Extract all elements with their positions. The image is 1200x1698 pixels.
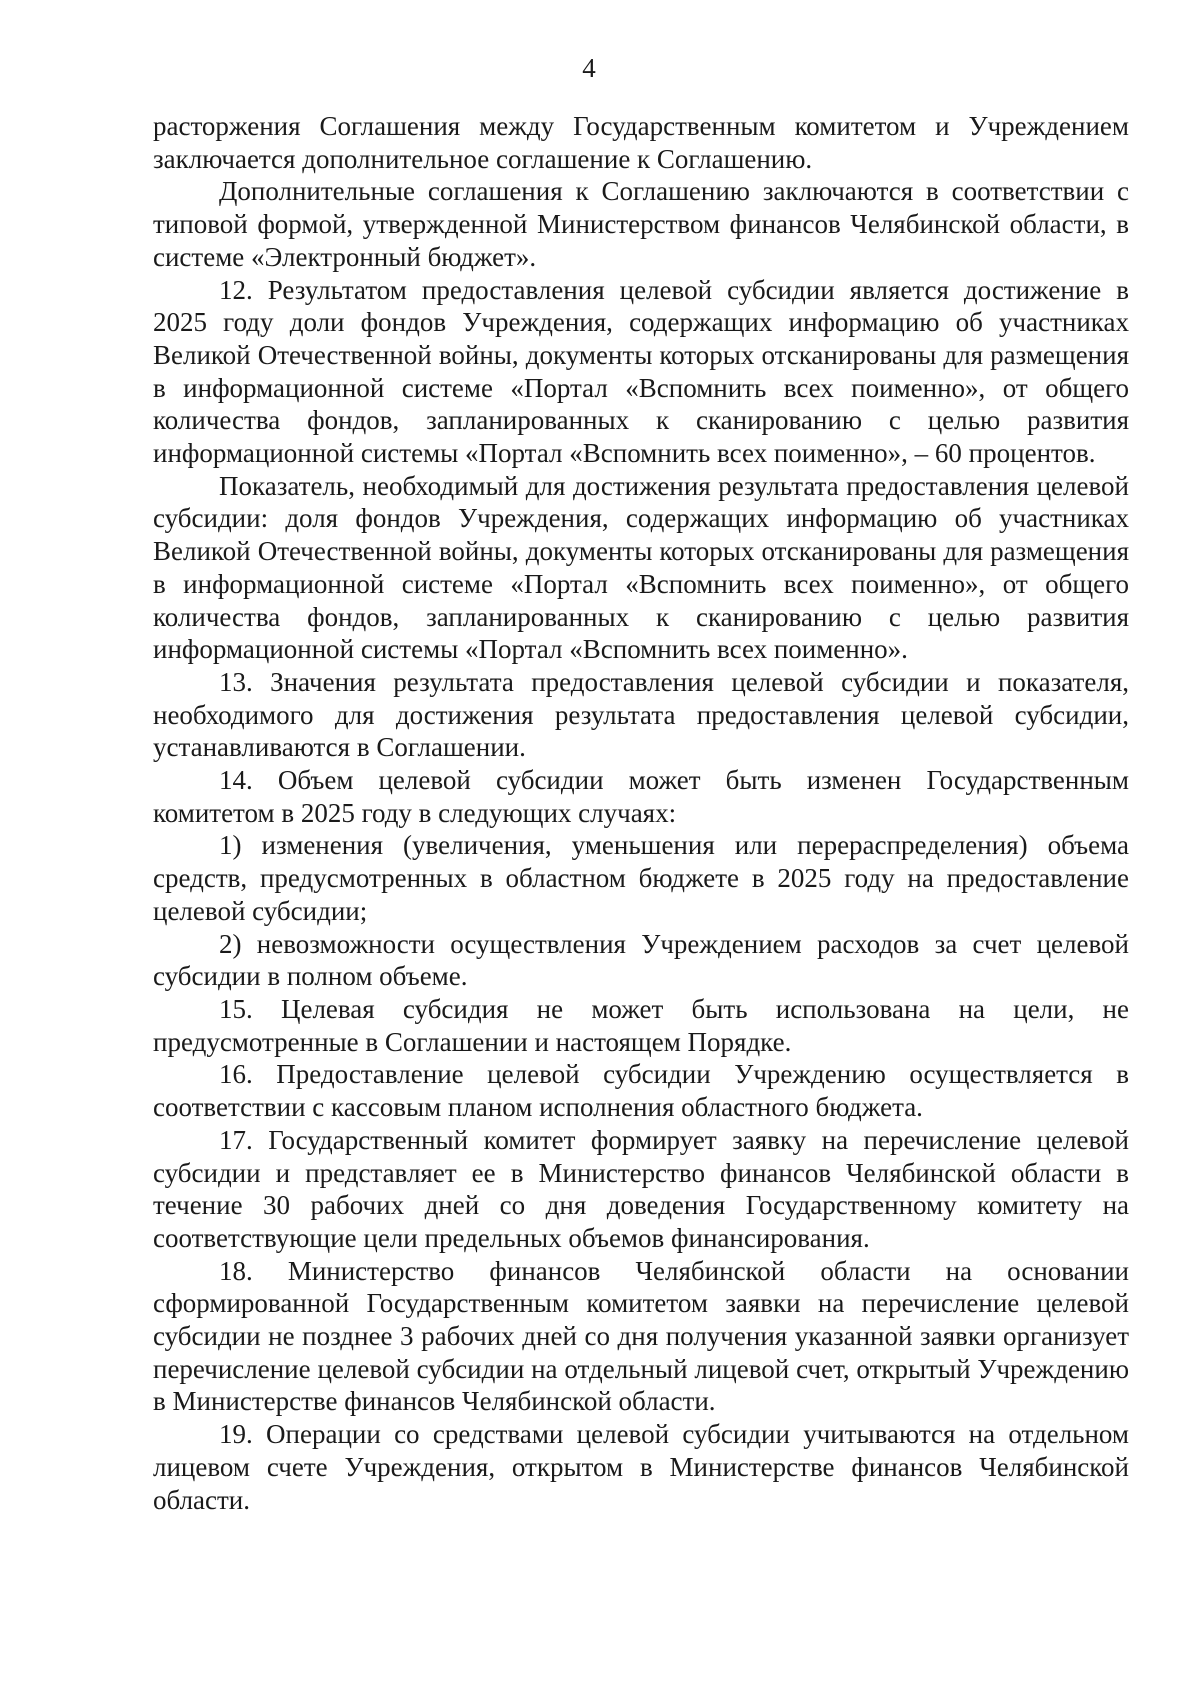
paragraph-16: 16. Предоставление целевой субсидии Учреждению осуществляется в соответствии с кассовым планом исполнения областного бюджета. bbox=[153, 1059, 1129, 1123]
paragraph-15: 15. Целевая субсидия не может быть использована на цели, не предусмотренные в Соглашении и настоящем Порядке. bbox=[153, 993, 1129, 1057]
paragraph-additional-agreements: Дополнительные соглашения к Соглашению заключаются в соответствии с типовой формой, утвержденной Министерством финансов Челябинской области, в системе «Электронный бюджет». bbox=[153, 176, 1129, 272]
paragraph-indicator: Показатель, необходимый для достижения результата предоставления целевой субсидии: доля фондов Учреждения, содержащих информацию об участниках Великой Отечественной войны, документы которых отсканированы для размещения в информационной системе «Портал «Вспомнить всех поименно», от общего количества фондов, запланированных к сканированию с целью развития информационной системы «Портал «Вспомнить всех поименно». bbox=[153, 470, 1129, 665]
paragraph-14: 14. Объем целевой субсидии может быть изменен Государственным комитетом в 2025 году в следующих случаях: bbox=[153, 765, 1129, 828]
paragraph-13: 13. Значения результата предоставления целевой субсидии и показателя, необходимого для достижения результата предоставления целевой субсидии, устанавливаются в Соглашении. bbox=[153, 666, 1129, 763]
paragraph-14-item-2: 2) невозможности осуществления Учреждением расходов за счет целевой субсидии в полном объеме. bbox=[153, 928, 1129, 992]
page-number: 4 bbox=[582, 53, 596, 83]
paragraph-continuation: расторжения Соглашения между Государственным комитетом и Учреждением заключается дополнительное соглашение к Соглашению. bbox=[153, 111, 1129, 174]
paragraph-12: 12. Результатом предоставления целевой субсидии является достижение в 2025 году доли фондов Учреждения, содержащих информацию об участниках Великой Отечественной войны, документы которых отсканированы для размещения в информационной системе «Портал «Вспомнить всех поименно», от общего количества фондов, запланированных к сканированию с целью развития информационной системы «Портал «Вспомнить всех поименно», – 60 процентов. bbox=[153, 274, 1129, 469]
paragraph-18: 18. Министерство финансов Челябинской области на основании сформированной Государственным комитетом заявки на перечисление целевой субсидии не позднее 3 рабочих дней со дня получения указанной заявки организует перечисление целевой субсидии на отдельный лицевой счет, открытый Учреждению в Министерстве финансов Челябинской области. bbox=[153, 1255, 1129, 1417]
paragraph-19: 19. Операции со средствами целевой субсидии учитываются на отдельном лицевом счете Учреждения, открытом в Министерстве финансов Челябинской области. bbox=[153, 1419, 1129, 1515]
paragraph-17: 17. Государственный комитет формирует заявку на перечисление целевой субсидии и представляет ее в Министерство финансов Челябинской области в течение 30 рабочих дней со дня доведения Государственному комитету на соответствующие цели предельных объемов финансирования. bbox=[153, 1124, 1129, 1253]
document-body bbox=[153, 110, 1129, 1516]
paragraph-14-item-1: 1) изменения (увеличения, уменьшения или перераспределения) объема средств, предусмотренных в областном бюджете в 2025 году на предоставление целевой субсидии; bbox=[153, 830, 1129, 926]
